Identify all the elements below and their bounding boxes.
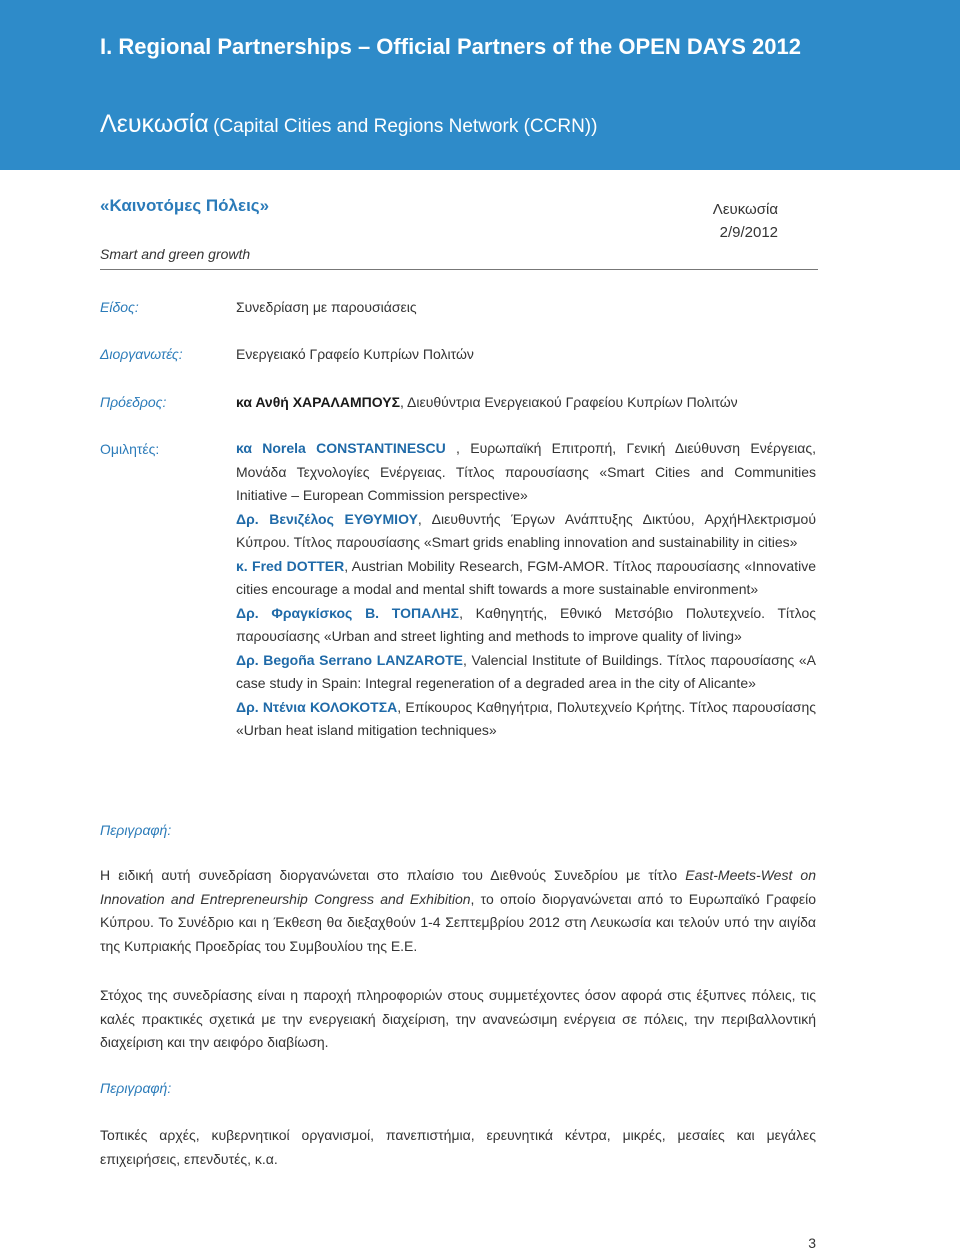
event-location: Λευκωσία [712, 201, 778, 218]
header-banner [0, 0, 960, 170]
speaker-text: , Καθηγητής, Εθνικό Μετσόβιο Πολυτεχνείο. Τίτλος παρουσίασης «Urban and street lighting and methods to improve quality of living» [236, 604, 816, 644]
session-heading [100, 110, 597, 139]
event-date: 2/9/2012 [719, 224, 778, 241]
objective-paragraph: Στόχος της συνεδρίασης είναι η παροχή πληροφοριών στους συμμετέχοντες όσον αφορά στις έξυπνες πόλεις, τις καλές πρακτικές σχετικά με την ενεργειακή διαχείριση, την ανανεώσιμη ενέργεια σε πόλεις, την περιβαλλοντική διαχείριση και την αειφόρο διαβίωση. [100, 987, 816, 1050]
speaker-name: Δρ. Φραγκίσκος Β. ΤΟΠΑΛΗΣ [236, 604, 460, 621]
description-text-a: Η ειδική αυτή συνεδρίαση διοργανώνεται στο πλαίσιο του Διεθνούς Συνεδρίου με τίτλο [100, 867, 686, 883]
event-title: «Καινοτόμες Πόλεις» [100, 196, 270, 215]
network-name: (Capital Cities and Regions Network (CCRN)) [213, 116, 598, 137]
speakers-list [236, 437, 816, 743]
speaker-name: κ. Fred DOTTER [236, 557, 345, 574]
page-number: 3 [808, 1235, 816, 1251]
speaker-name: Δρ. Begoña Serrano LANZAROTE [236, 651, 464, 668]
type-label: Είδος: [100, 299, 139, 315]
chair-name: κα Ανθή ΧΑΡΑΛΑΜΠΟΥΣ [236, 394, 401, 410]
speaker-entry [236, 437, 816, 508]
description-paragraph [100, 864, 816, 958]
speaker-text: , Διευθυντής Έργων Ανάπτυξης Δικτύου, ΑρχήΗλεκτρισμού Κύπρου. Τίτλος παρουσίασης «Smart grids enabling innovation and sustainability in cities» [236, 510, 816, 550]
speaker-text: , Επίκουρος Καθηγήτρια, Πολυτεχνείο Κρήτης. Τίτλος παρουσίασης «Urban heat island mitigation techniques» [236, 698, 816, 738]
audience-paragraph: Τοπικές αρχές, κυβερνητικοί οργανισμοί, πανεπιστήμια, ερευνητικά κέντρα, μικρές, μεσαίες και μεγάλες επιχειρήσεις, επενδυτές, κ.α. [100, 1127, 816, 1167]
chair-label: Πρόεδρος: [100, 394, 167, 410]
city-name: Λευκωσία [100, 110, 209, 138]
congress-name: East-Meets-West on Innovation and Entrepreneurship Congress and Exhibition [100, 867, 816, 907]
speaker-name: Δρ. Ντένια ΚΟΛΟΚΟΤΣΑ [236, 698, 398, 715]
type-value: Συνεδρίαση με παρουσιάσεις [236, 299, 417, 315]
speaker-name: κα Norela CONSTANTINESCU [236, 440, 446, 456]
chair-role: , Διευθύντρια Ενεργειακού Γραφείου Κυπρίων Πολιτών [400, 394, 738, 410]
speakers-label: Ομιλητές: [100, 441, 160, 457]
speaker-entry [236, 602, 816, 649]
speaker-text: , Ευρωπαϊκή Επιτροπή, Γενική Διεύθυνση Ενέργειας, Μονάδα Τεχνολογίες Ενέργειας. Τίτλος παρουσίασης «Smart Cities and Communities Initiative – European Commission perspective» [236, 440, 816, 503]
divider [100, 269, 818, 270]
organizers-value: Ενεργειακό Γραφείο Κυπρίων Πολιτών [236, 346, 474, 362]
organizers-label: Διοργανωτές: [100, 346, 183, 362]
event-subtitle: Smart and green growth [100, 246, 251, 262]
speaker-entry [236, 649, 816, 696]
speaker-text: , Valencial Institute of Buildings. Τίτλος παρουσίασης «A case study in Spain: Integral regeneration of a degraded area in the city of Alicante» [236, 651, 816, 691]
speaker-entry [236, 508, 816, 555]
description-label: Περιγραφή: [100, 822, 172, 838]
speaker-name: Δρ. Βενιζέλος ΕΥΘΥΜΙΟΥ [236, 510, 418, 527]
chair-value [236, 394, 816, 410]
description-text-b: , το οποίο διοργανώνεται από το Ευρωπαϊκό Γραφείο Κύπρου. Το Συνέδριο και η Έκθεση θα διεξαχθούν 1-4 Σεπτεμβρίου 2012 στη Λευκωσία και τελούν υπό την αιγίδα της Κυπριακής Προεδρίας του Συμβουλίου της Ε.Ε. [100, 890, 816, 954]
speaker-entry [236, 555, 816, 602]
speaker-entry [236, 696, 816, 743]
speaker-text: , Austrian Mobility Research, FGM-AMOR. Τίτλος παρουσίασης «Innovative cities encourage a modal and mental shift towards a more sustainable environment» [236, 557, 816, 597]
audience-label: Περιγραφή: [100, 1080, 172, 1096]
section-title: I. Regional Partnerships – Official Partners of the OPEN DAYS 2012 [100, 34, 801, 59]
